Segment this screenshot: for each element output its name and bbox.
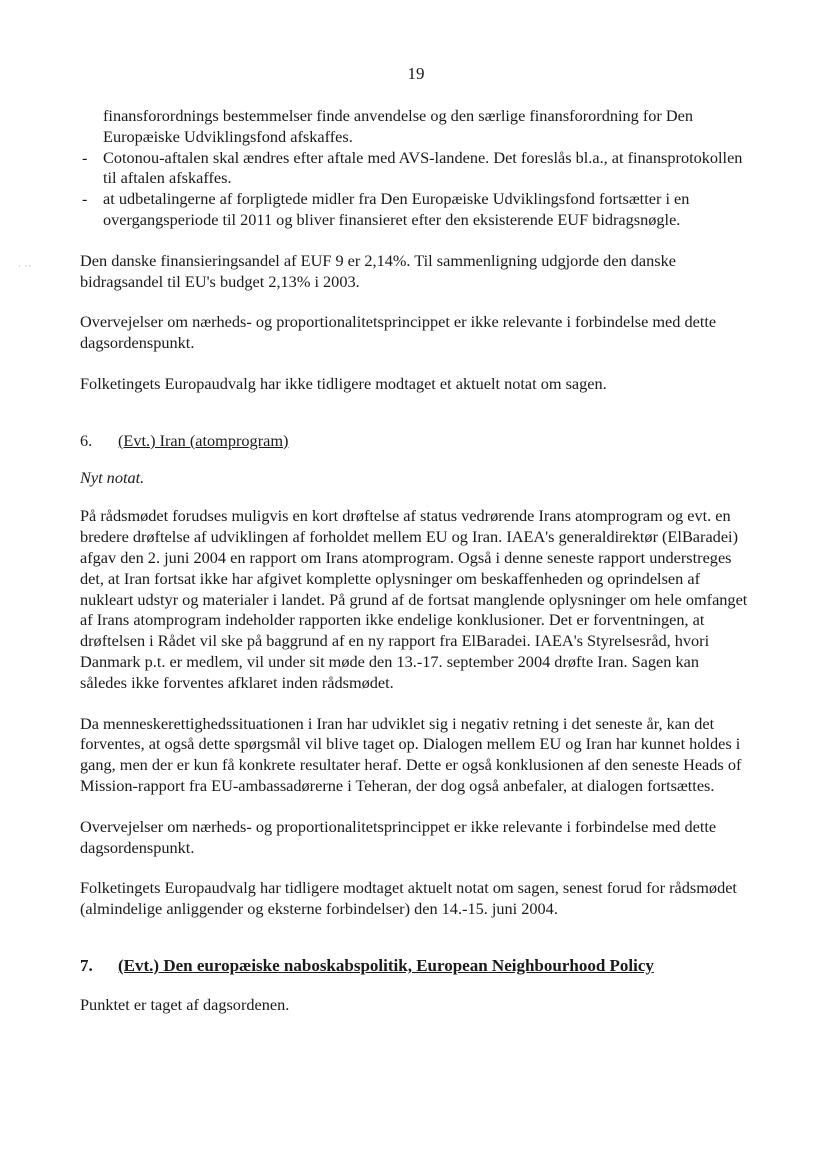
section-6-title: (Evt.) Iran (atomprogram)	[118, 430, 289, 450]
bullet-text: at udbetalingerne af forpligtede midler fra Den Europæiske Udviklingsfond fortsætter i en overgangsperiode til 2011 og bliver finansieret efter den eksisterende EUF bidragsnøgle.	[103, 189, 690, 229]
intro-paragraph: Folketingets Europaudvalg har ikke tidligere modtaget et aktuelt notat om sagen.	[80, 373, 607, 393]
scan-artifact: · ··	[18, 262, 32, 271]
section-6-note: Nyt notat.	[80, 467, 145, 487]
section-6-paragraph: Folketingets Europaudvalg har tidligere modtaget aktuelt notat om sagen, senest forud for rådsmødet (almindelige anliggender og eksterne forbindelser) den 14.-15. juni 2004.	[80, 878, 737, 919]
bullet-text: Cotonou-aftalen skal ændres efter aftale med AVS-landene. Det foreslås bl.a., at finansprotokollen til aftalen afskaffes.	[103, 147, 743, 188]
section-7-paragraph: Punktet er taget af dagsordenen.	[80, 994, 290, 1014]
intro-bullet	[80, 148, 750, 190]
section-6-paragraph: Overvejelser om nærheds- og proportionalitetsprincippet er ikke relevante i forbindelse med dette dagsordenspunkt.	[80, 816, 717, 857]
document-body	[80, 106, 750, 1016]
intro-bullet	[80, 189, 750, 231]
section-6-number: 6.	[80, 430, 93, 450]
intro-paragraph: Den danske finansieringsandel af EUF 9 er 2,14%. Til sammenligning udgjorde den danske bidragsandel til EU's budget 2,13% i 2003.	[80, 250, 676, 291]
section-7-number: 7.	[80, 955, 93, 975]
bullet-dash: -	[82, 147, 88, 167]
section-6-heading	[80, 431, 750, 452]
section-6-paragraph: På rådsmødet forudses muligvis en kort drøftelse af status vedrørende Irans atomprogram og evt. en bredere drøftelse af udviklingen af forholdet mellem EU og Iran. IAEA's generaldirektør (ElBaradei) afgav den 2. juni 2004 en rapport om Irans atomprogram. Også i denne seneste rapport understreges det, at Iran fortsat ikke har afgivet komplette oplysninger om beskaffenheden og oprindelsen af nukleart udstyr og materialer i landet. På grund af de fortsat manglende oplysninger om hele omfanget af Irans atomprogram indeholder rapporten ikke endelige konklusioner. Det er forventningen, at drøftelsen i Rådet vil ske på baggrund af en ny rapport fra ElBaradei. IAEA's Styrelsesråd, hvori Danmark p.t. er medlem, vil under sit møde den 13.-17. september 2004 drøfte Iran. Sagen kan således ikke forventes afklaret inden rådsmødet.	[80, 506, 748, 692]
intro-paragraph: Overvejelser om nærheds- og proportionalitetsprincippet er ikke relevante i forbindelse med dette dagsordenspunkt.	[80, 312, 717, 353]
section-7-heading	[80, 956, 750, 977]
page-number: 19	[407, 64, 425, 83]
section-7-title: (Evt.) Den europæiske naboskabspolitik, European Neighbourhood Policy	[118, 955, 654, 975]
intro-continuation: finansforordnings bestemmelser finde anvendelse og den særlige finansforordning for Den Europæiske Udviklingsfond afskaffes.	[103, 106, 694, 146]
section-6-paragraph: Da menneskerettighedssituationen i Iran har udviklet sig i negativ retning i det seneste år, kan det forventes, at også dette spørgsmål vil blive taget op. Dialogen mellem EU og Iran har kunnet holdes i gang, men der er kun få konkrete resultater heraf. Dette er også konklusionen af den seneste Heads of Mission-rapport fra EU-ambassadørerne i Teheran, der dog også anbefaler, at dialogen fortsættes.	[80, 713, 742, 795]
bullet-dash: -	[82, 189, 88, 209]
